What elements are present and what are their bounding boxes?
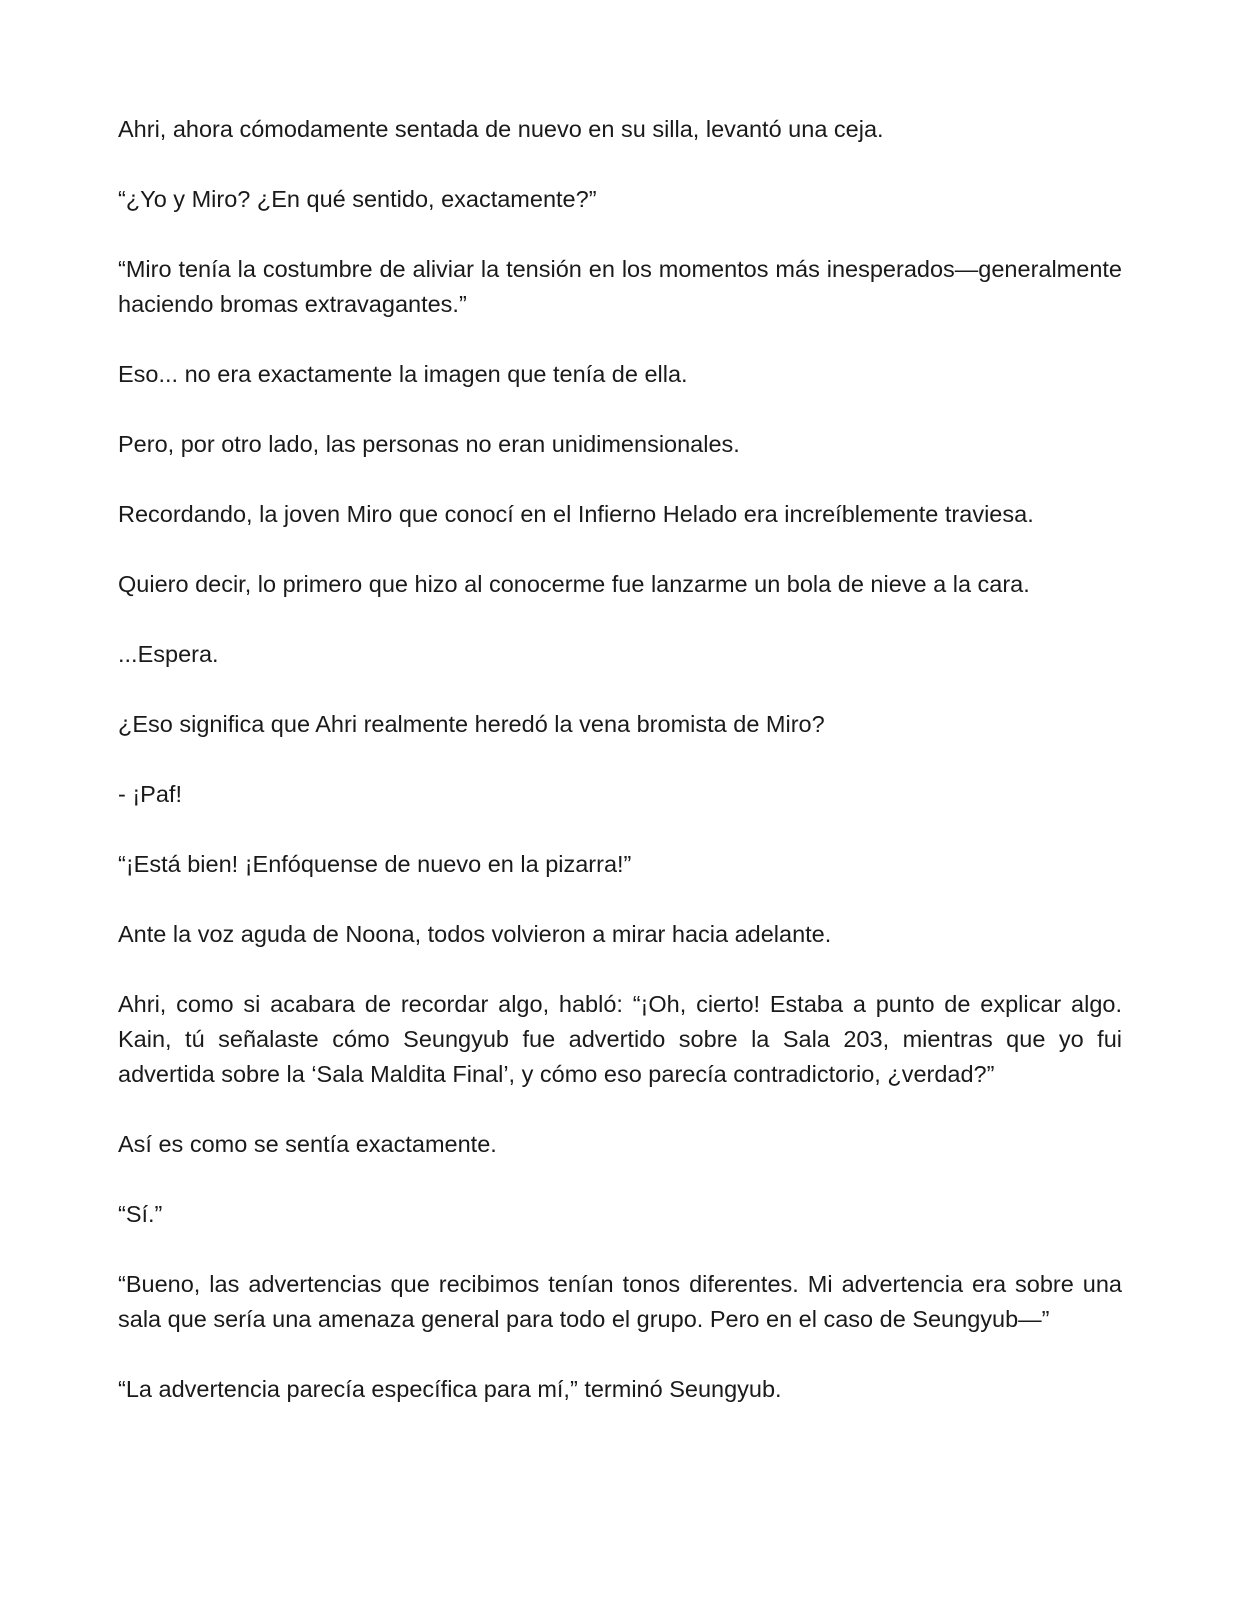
paragraph: “Miro tenía la costumbre de aliviar la tensión en los momentos más inesperados—generalmente haciendo bromas extravagantes.”	[118, 256, 1122, 317]
paragraph: “Bueno, las advertencias que recibimos tenían tonos diferentes. Mi advertencia era sobre una sala que sería una amenaza general para todo el grupo. Pero en el caso de Seungyub—”	[118, 1271, 1122, 1332]
paragraph: “Sí.”	[118, 1201, 163, 1227]
paragraph: Quiero decir, lo primero que hizo al conocerme fue lanzarme un bola de nieve a la cara.	[118, 571, 1030, 597]
paragraph: - ¡Paf!	[118, 781, 182, 807]
paragraph: “¡Está bien! ¡Enfóquense de nuevo en la pizarra!”	[118, 851, 632, 877]
paragraph: ¿Eso significa que Ahri realmente heredó la vena bromista de Miro?	[118, 711, 825, 737]
paragraph: Así es como se sentía exactamente.	[118, 1131, 497, 1157]
paragraph: Ahri, como si acabara de recordar algo, habló: “¡Oh, cierto! Estaba a punto de explicar algo. Kain, tú señalaste cómo Seungyub fue advertido sobre la Sala 203, mientras que yo fui advertida sobre la ‘Sala Maldita Final’, y cómo eso parecía contradictorio, ¿verdad?”	[118, 991, 1122, 1087]
paragraph: Recordando, la joven Miro que conocí en el Infierno Helado era increíblemente traviesa.	[118, 501, 1034, 527]
paragraph: Eso... no era exactamente la imagen que tenía de ella.	[118, 361, 688, 387]
paragraph: ...Espera.	[118, 641, 219, 667]
paragraph: Ahri, ahora cómodamente sentada de nuevo en su silla, levantó una ceja.	[118, 116, 884, 142]
paragraph: “¿Yo y Miro? ¿En qué sentido, exactamente?”	[118, 186, 597, 212]
paragraph: Pero, por otro lado, las personas no eran unidimensionales.	[118, 431, 740, 457]
paragraph: “La advertencia parecía específica para mí,” terminó Seungyub.	[118, 1376, 782, 1402]
paragraph: Ante la voz aguda de Noona, todos volvieron a mirar hacia adelante.	[118, 921, 832, 947]
document-body	[118, 112, 1122, 1442]
